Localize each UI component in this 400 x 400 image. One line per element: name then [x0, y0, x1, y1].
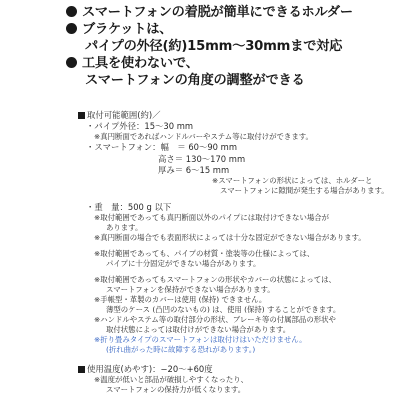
- caution-note-cont: スマートフォンを保持ができない場合があります。: [106, 285, 275, 295]
- feature-text: 工具を使わないで、: [82, 56, 199, 71]
- weight-spec: ・重 量：500 g 以下: [86, 202, 172, 213]
- pipe-diameter-spec: ・パイプ外径：15〜30 mm: [86, 121, 194, 132]
- bullet-icon: [66, 57, 77, 68]
- feature-line: [66, 4, 396, 21]
- feature-text: ブラケットは、: [82, 22, 173, 37]
- caution-note-cont: 取付状態によっては取付けができない場合があります。: [106, 325, 291, 335]
- caution-note: ※取付範囲であっても真円断面以外のパイプには取付けできない場合が: [94, 213, 330, 223]
- caution-note: ※ハンドルやステム等の取付部分の形状、ブレーキ等の付属部品の形状や: [94, 315, 336, 325]
- feature-item: [66, 55, 396, 89]
- specifications: [78, 110, 389, 395]
- feature-item: [66, 21, 396, 55]
- caution-note: ※取付範囲であってもスマートフォンの形状やカバーの状態によっては、: [94, 275, 336, 285]
- folding-phone-note: ※折り畳みタイプのスマートフォンは取付けはいただけません。: [94, 335, 307, 345]
- phone-depth-spec: 厚み＝ 6〜15 mm: [158, 164, 230, 175]
- range-heading-text: 取付可能範囲(約)／: [87, 110, 161, 120]
- caution-note-cont: パイプに十分固定ができない場合があります。: [106, 259, 261, 269]
- phone-width-spec: ・スマートフォン：幅 ＝ 60〜90 mm: [86, 142, 237, 153]
- caution-note-cont: あります。: [106, 223, 143, 233]
- caution-note: ※真円断面の場合でも表面形状によっては十分な固定ができない場合があります。: [94, 233, 366, 243]
- feature-line: [66, 55, 396, 72]
- feature-list: [66, 4, 396, 89]
- feature-item: [66, 4, 396, 21]
- caution-note: ※取付範囲であっても、パイプの材質・塗装等の仕様によっては、: [94, 249, 315, 259]
- bullet-icon: [66, 6, 77, 17]
- square-bullet-icon: [78, 112, 85, 119]
- phone-height-spec: 高さ＝ 130〜170 mm: [158, 153, 246, 164]
- caution-note-cont: 薄型のケース (凸凹のないもの) は、使用 (保持) することができます。: [106, 305, 341, 315]
- phone-note-cont: スマートフォンに隙間が発生する場合があります。: [220, 186, 389, 196]
- temperature-note-cont: スマートフォンの保持力が低くなります。: [106, 385, 246, 395]
- pipe-note: ※真円断面であればハンドルバーやステム等に取付けができます。: [94, 132, 313, 142]
- temperature-heading: [78, 364, 378, 375]
- feature-text: スマートフォンの着脱が簡単にできるホルダー: [82, 5, 353, 20]
- feature-text: パイプの外径(約)15mm〜30mmまで対応: [85, 39, 343, 54]
- phone-note: ※スマートフォンの形状によっては、ホルダーと: [212, 176, 373, 186]
- range-heading: [78, 110, 378, 121]
- bullet-icon: [66, 23, 77, 34]
- temperature-heading-text: 使用温度(めやす)：−20〜+60度: [87, 364, 213, 375]
- temperature-note: ※温度が低いと部品が破損しやすくなったり、: [94, 375, 249, 385]
- feature-text: スマートフォンの角度の調整ができる: [85, 73, 305, 88]
- square-bullet-icon: [78, 366, 85, 373]
- caution-note: ※手帳型・革製のカバーは使用 (保持) できません。: [94, 295, 267, 305]
- feature-line: [66, 21, 396, 38]
- folding-phone-note-cont: (折れ曲がった時に故障する恐れがあります。): [106, 345, 256, 355]
